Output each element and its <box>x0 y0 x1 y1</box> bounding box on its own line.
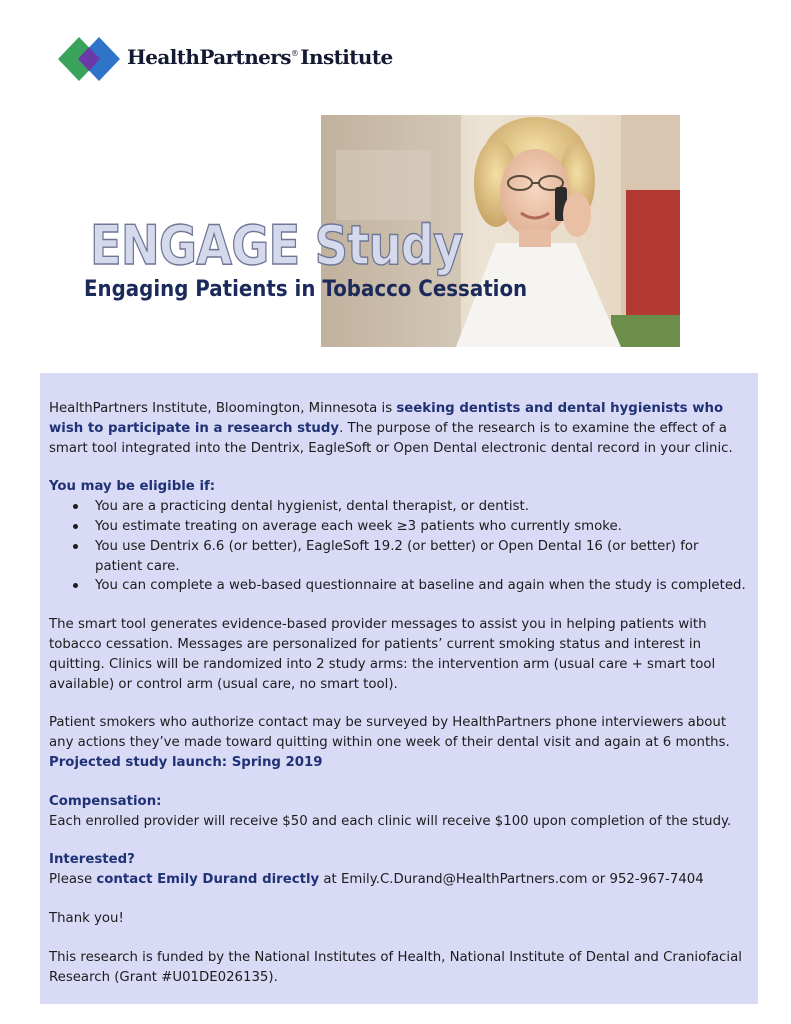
intro-text-1: HealthPartners Institute, Bloomington, Minnesota is <box>49 401 397 416</box>
intro-text-2: . The purpose of the research is to examine the effect of a smart tool integrated into the Dentrix, EagleSoft or Open Dental electronic dental record in your clinic. <box>49 420 733 456</box>
logo-suffix: Institute <box>300 45 393 69</box>
funding-statement: This research is funded by the National Institutes of Health, National Institute of Dental and Craniofacial Research (Grant #U01DE026135). <box>49 949 742 985</box>
compensation-text: Each enrolled provider will receive $50 and each clinic will receive $100 upon completion of the study. <box>49 813 732 829</box>
eligibility-item: You use Dentrix 6.6 (or better), EagleSoft 19.2 (or better) or Open Dental 16 (or better) for patient care. <box>95 537 746 577</box>
thank-you: Thank you! <box>49 910 124 926</box>
logo-wordmark <box>127 45 393 69</box>
eligibility-item: You estimate treating on average each week ≥3 patients who currently smoke. <box>95 517 746 537</box>
eligibility-heading: You may be eligible if: <box>49 479 216 495</box>
launch-date: Projected study launch: Spring 2019 <box>49 754 323 770</box>
smart-tool-paragraph: The smart tool generates evidence-based provider messages to assist you in helping patients with tobacco cessation. Messages are personalized for patients’ current smoking status and interest in quitting. Clinics will be randomized into 2 study arms: the intervention arm (usual care + smart tool available) or control arm (usual care, no smart tool). <box>49 617 716 692</box>
contact-paragraph <box>49 870 746 890</box>
contact-prefix: Please <box>49 872 97 888</box>
survey-paragraph: Patient smokers who authorize contact may be surveyed by HealthPartners phone interviewers about any actions they’ve made toward quitting within one week of their dental visit and again at 6 months. <box>49 715 730 751</box>
study-title: ENGAGE Study <box>90 214 463 277</box>
contact-highlight: contact Emily Durand directly <box>96 872 320 888</box>
intro-highlight: seeking dentists and dental hygienists who wish to participate in a research study <box>49 401 724 436</box>
intro-paragraph <box>49 399 746 458</box>
eligibility-item: You can complete a web-based questionnaire at baseline and again when the study is completed. <box>95 576 746 596</box>
content-panel <box>40 373 758 1004</box>
logo-name: HealthPartners <box>127 45 291 69</box>
compensation-heading: Compensation: <box>49 793 162 809</box>
logo-trademark: ® <box>290 49 299 59</box>
study-subtitle: Engaging Patients in Tobacco Cessation <box>84 277 528 302</box>
eligibility-list <box>49 497 746 596</box>
interested-heading: Interested? <box>49 852 135 868</box>
healthpartners-logo <box>57 36 393 82</box>
diamond-logo-icon <box>57 36 121 82</box>
eligibility-item: You are a practicing dental hygienist, dental therapist, or dentist. <box>95 497 746 517</box>
contact-details[interactable]: at Emily.C.Durand@HealthPartners.com or 952-967-7404 <box>319 872 704 888</box>
